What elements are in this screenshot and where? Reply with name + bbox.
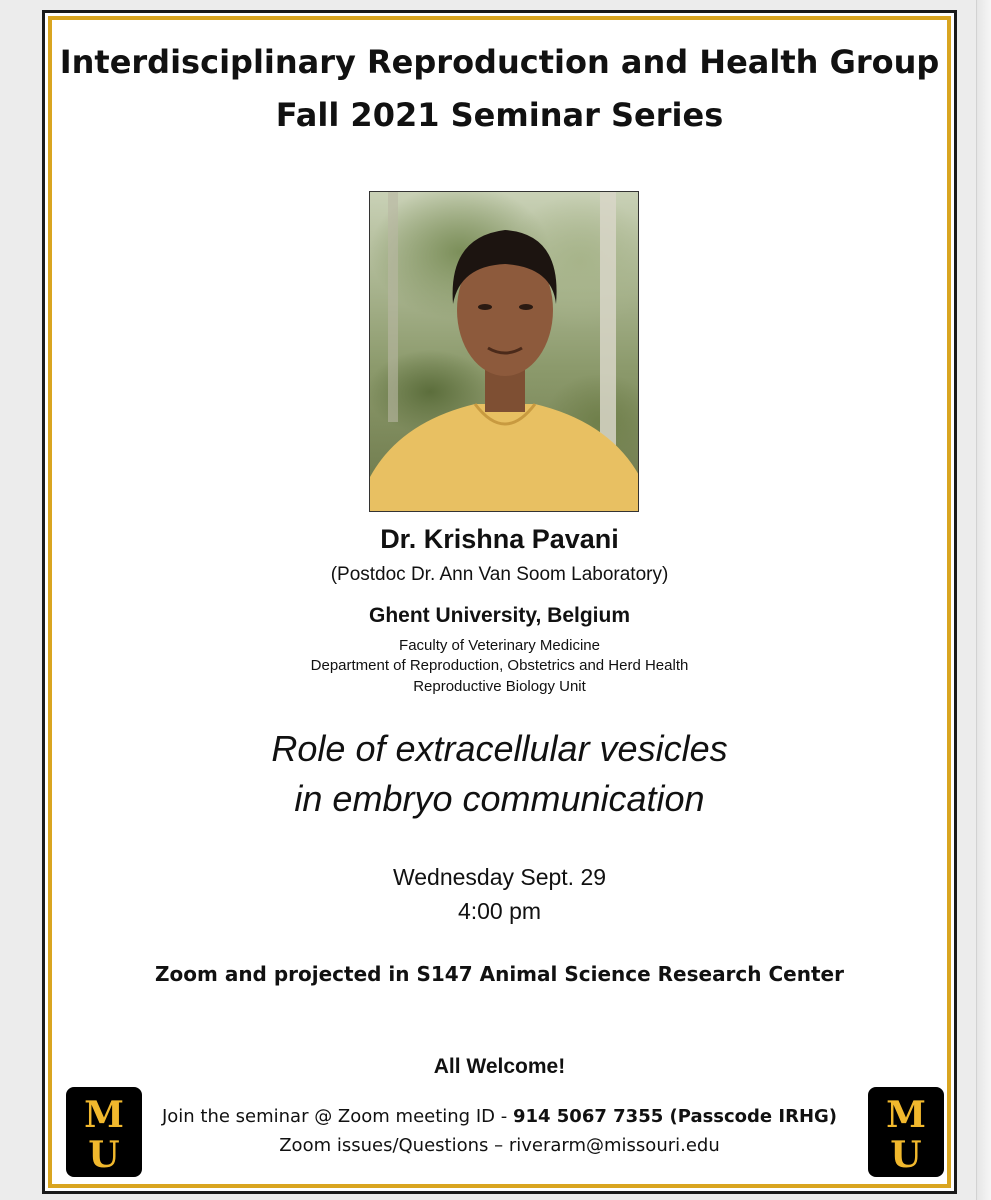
speaker-portrait [370, 192, 639, 512]
talk-title-line-2: in embryo communication [294, 778, 705, 819]
series-title: Fall 2021 Seminar Series [275, 96, 724, 134]
zoom-contact-line [42, 1135, 957, 1156]
seminar-time: 4:00 pm [457, 898, 542, 924]
svg-text:M: M [84, 1094, 124, 1136]
speaker-unit: Reproductive Biology Unit [413, 678, 586, 695]
zoom-join-prefix: Join the seminar @ Zoom meeting ID - [161, 1106, 513, 1127]
group-title: Interdisciplinary Reproduction and Health Group [59, 43, 940, 81]
seminar-date: Wednesday Sept. 29 [392, 864, 607, 890]
talk-title-line-1: Role of extracellular vesicles [271, 728, 728, 769]
svg-text:U: U [890, 1134, 922, 1176]
flyer-page [42, 10, 957, 1194]
speaker-faculty: Faculty of Veterinary Medicine [399, 637, 600, 654]
speaker-photo [369, 191, 639, 512]
contact-email-link[interactable]: riverarm@missouri.edu [508, 1135, 720, 1156]
zoom-join-line [42, 1106, 957, 1127]
speaker-department: Department of Reproduction, Obstetrics and Herd Health [310, 657, 689, 674]
zoom-contact-prefix: Zoom issues/Questions – [279, 1135, 509, 1156]
svg-text:U: U [88, 1134, 120, 1176]
svg-text:M: M [886, 1094, 926, 1136]
speaker-position: (Postdoc Dr. Ann Van Soom Laboratory) [330, 564, 669, 585]
welcome-note: All Welcome! [433, 1055, 566, 1078]
viewer-edge [976, 0, 991, 1200]
zoom-meeting-id[interactable]: 914 5067 7355 (Passcode IRHG) [512, 1106, 838, 1127]
mu-logo-left [66, 1087, 142, 1177]
mu-logo-right [868, 1087, 944, 1177]
seminar-venue: Zoom and projected in S147 Animal Science Research Center [155, 962, 844, 986]
speaker-name: Dr. Krishna Pavani [380, 524, 619, 554]
speaker-university: Ghent University, Belgium [369, 604, 630, 627]
